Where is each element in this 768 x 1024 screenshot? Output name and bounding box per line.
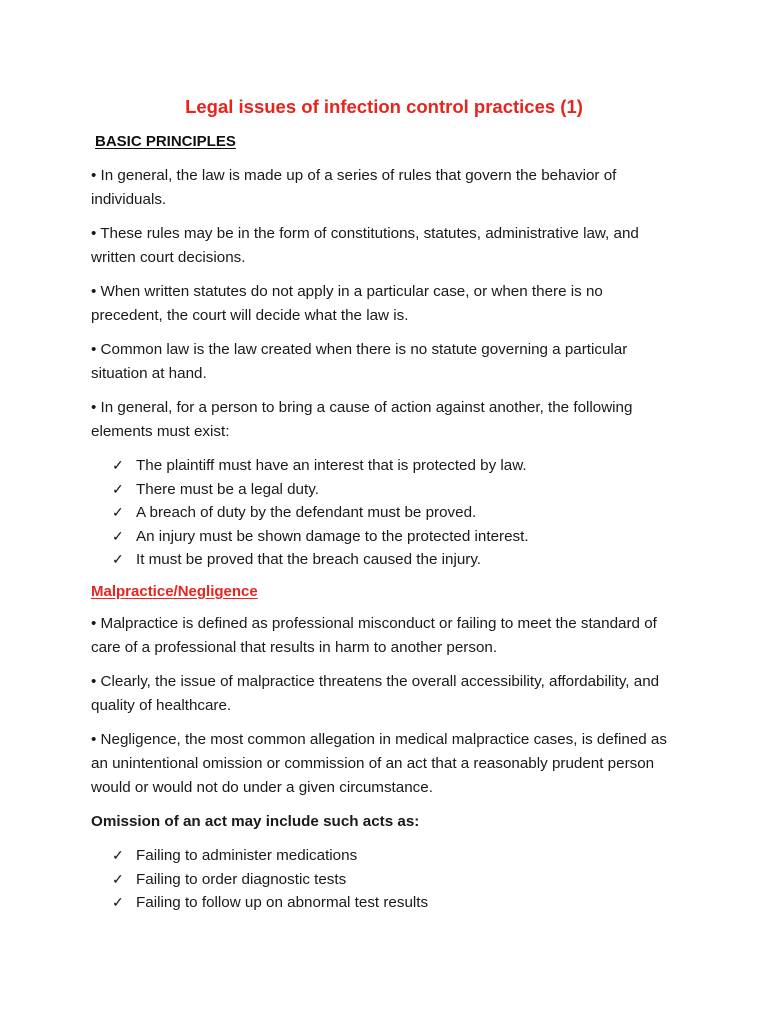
list-item-text: An injury must be shown damage to the protected interest.	[136, 527, 529, 545]
elements-checklist	[91, 454, 676, 572]
omission-heading: Omission of an act may include such acts as:	[91, 812, 420, 830]
list-item-text: Failing to administer medications	[136, 846, 358, 864]
list-item	[112, 844, 676, 868]
omission-checklist	[91, 844, 676, 915]
list-item-text: Failing to order diagnostic tests	[136, 870, 347, 888]
paragraph: • When written statutes do not apply in a particular case, or when there is no precedent, the court will decide what the law is.	[91, 283, 603, 324]
list-item	[112, 548, 676, 572]
paragraph: • Common law is the law created when there is no statute governing a particular situation at hand.	[91, 341, 628, 382]
paragraph: • Clearly, the issue of malpractice threatens the overall accessibility, affordability, and quality of healthcare.	[91, 672, 660, 714]
malpractice-heading: Malpractice/Negligence	[91, 582, 258, 600]
checkmark-icon: ✓	[112, 527, 124, 544]
paragraph: • In general, for a person to bring a cause of action against another, the following elements must exist:	[91, 399, 633, 440]
list-item-text: A breach of duty by the defendant must be proved.	[136, 504, 477, 522]
list-item	[112, 501, 676, 525]
list-item-text: The plaintiff must have an interest that is protected by law.	[136, 457, 527, 474]
list-item-text: Failing to follow up on abnormal test results	[136, 894, 429, 912]
list-item-text: It must be proved that the breach caused the injury.	[136, 551, 482, 569]
paragraph: • In general, the law is made up of a series of rules that govern the behavior of individuals.	[91, 167, 617, 208]
list-item	[112, 454, 676, 478]
checkmark-icon: ✓	[112, 551, 124, 568]
checkmark-icon: ✓	[112, 457, 124, 473]
checkmark-icon: ✓	[112, 894, 124, 911]
list-item	[112, 525, 676, 549]
list-item	[112, 891, 676, 915]
checkmark-icon: ✓	[112, 480, 124, 497]
checkmark-icon: ✓	[112, 870, 124, 887]
list-item	[112, 478, 676, 502]
list-item	[112, 868, 676, 892]
list-item-text: There must be a legal duty.	[136, 480, 319, 498]
basic-principles-heading: BASIC PRINCIPLES	[95, 133, 236, 150]
paragraph: • Malpractice is defined as professional misconduct or failing to meet the standard of care of a professional that results in harm to another person.	[91, 614, 657, 656]
checkmark-icon: ✓	[112, 504, 124, 521]
page-title: Legal issues of infection control practices (1)	[185, 96, 583, 117]
checkmark-icon: ✓	[112, 846, 124, 863]
paragraph: • These rules may be in the form of constitutions, statutes, administrative law, and written court decisions.	[91, 225, 639, 266]
paragraph: • Negligence, the most common allegation in medical malpractice cases, is defined as an unintentional omission or commission of an act that a reasonably prudent person would or would not do under a given circumstance.	[91, 730, 667, 796]
document-body	[91, 164, 676, 925]
